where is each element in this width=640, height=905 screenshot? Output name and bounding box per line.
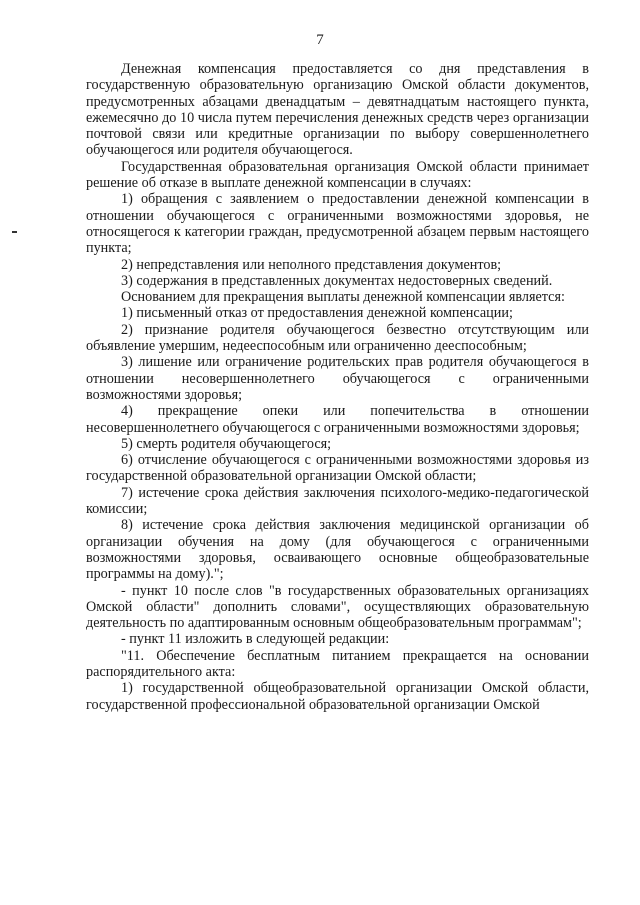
document-body (86, 61, 589, 713)
paragraph-amend-point-10: - пункт 10 после слов "в государственных образовательных организациях Омской области" дополнить словами", осуществляющих образовательную деятельность по адаптированным основным общеобразовательным программам"; (86, 582, 589, 632)
paragraph-termination-4: 4) прекращение опеки или попечительства в отношении несовершеннолетнего обучающегося с ограниченными возможностями здоровья; (86, 403, 589, 436)
paragraph-refusal-intro: Государственная образовательная организация Омской области принимает решение об отказе в выплате денежной компенсации в случаях: (86, 158, 589, 192)
paragraph-amend-point-11: - пункт 11 изложить в следующей редакции: (121, 631, 390, 648)
paragraph-termination-1: 1) письменный отказ от предоставления денежной компенсации; (121, 305, 513, 322)
paragraph-termination-5: 5) смерть родителя обучающегося; (121, 435, 332, 452)
paragraph-termination-7: 7) истечение срока действия заключения психолого-медико-педагогической комиссии; (86, 484, 589, 518)
paragraph-compensation-terms: Денежная компенсация предоставляется со дня представления в государственную образовательную организацию Омской области документов, предусмотренных абзацами двенадцатым – девятнадцатым настоящего пункта, ежемесячно до 10 числа путем перечисления денежных средств через организации почтовой связи или кредитные организации по выбору совершеннолетнего обучающегося или родителя обучающегося. (86, 61, 589, 159)
paragraph-refusal-1: 1) обращения с заявлением о предоставлении денежной компенсации в отношении обучающегося с ограниченными возможностями здоровья, не относящегося к категории граждан, предусмотренной абзацем первым настоящего пункта; (86, 191, 589, 257)
paragraph-point-11-item-1: 1) государственной общеобразовательной организации Омской области, государственной профессиональной образовательной организации Омской (86, 680, 589, 713)
paragraph-refusal-3: 3) содержания в представленных документах недостоверных сведений. (121, 272, 553, 289)
paragraph-termination-6: 6) отчисление обучающегося с ограниченными возможностями здоровья из государственной образовательной организации Омской области; (86, 452, 589, 485)
paragraph-termination-8: 8) истечение срока действия заключения медицинской организации об организации обучения на дому (для обучающегося с ограниченными возможностями здоровья, осваивающего основные общеобразовательные программы на дому)."; (86, 517, 589, 583)
paragraph-point-11-text: "11. Обеспечение бесплатным питанием прекращается на основании распорядительного акта: (86, 647, 589, 680)
paragraph-termination-3: 3) лишение или ограничение родительских прав родителя обучающегося в отношении несовершеннолетнего обучающегося с ограниченными возможностями здоровья; (86, 354, 589, 403)
paragraph-refusal-2: 2) непредставления или неполного представления документов; (121, 256, 502, 273)
paragraph-termination-2: 2) признание родителя обучающегося безвестно отсутствующим или объявление умершим, недееспособным или ограниченно дееспособным; (86, 321, 589, 355)
margin-mark (12, 231, 17, 233)
paragraph-termination-intro: Основанием для прекращения выплаты денежной компенсации является: (121, 289, 565, 306)
page-number: 7 (316, 32, 324, 48)
